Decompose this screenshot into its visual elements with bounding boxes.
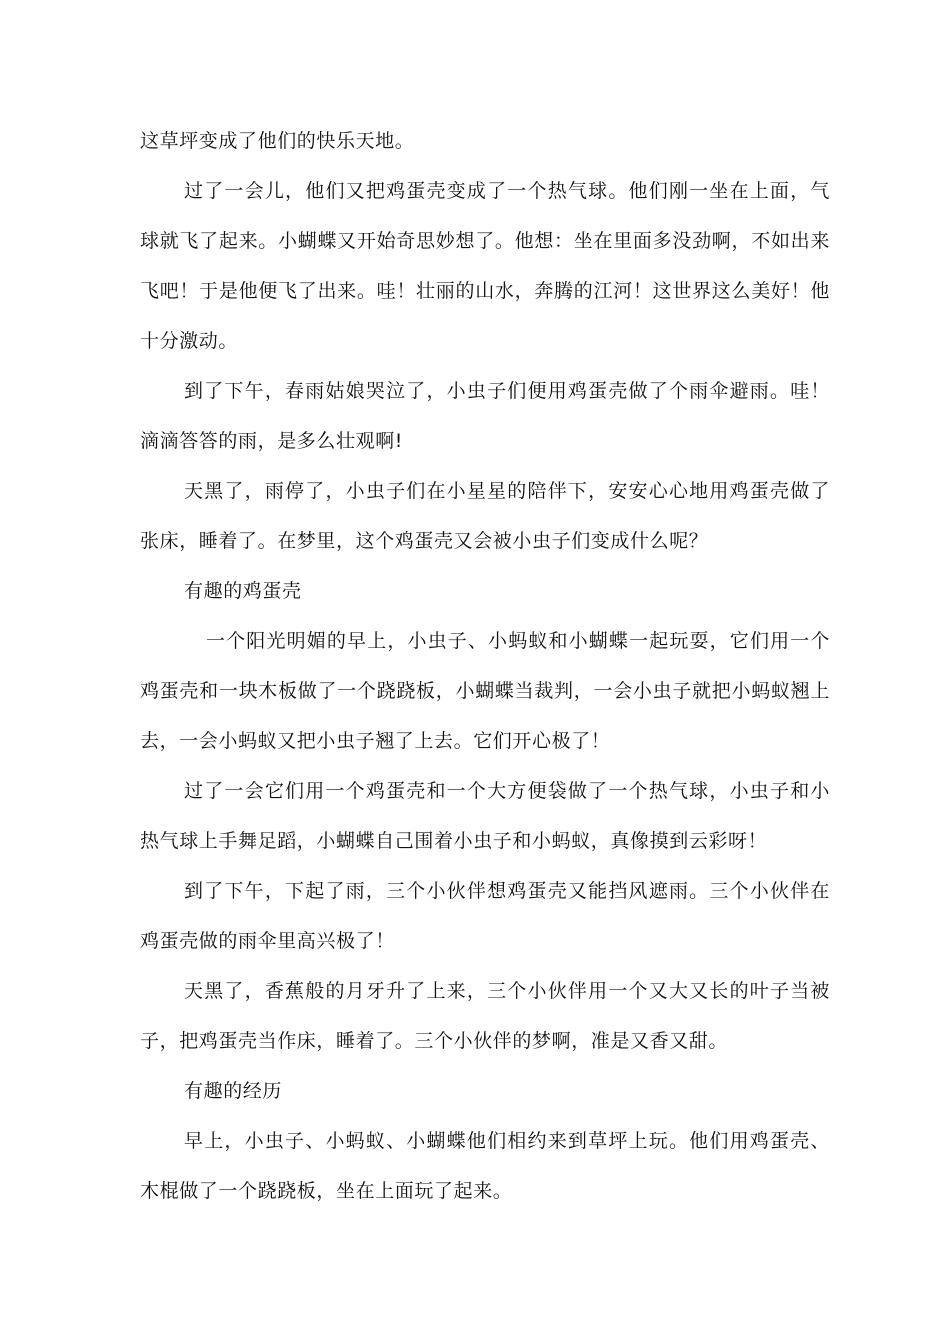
paragraph-6: 过了一会它们用一个鸡蛋壳和一个大方便袋做了一个热气球，小虫子和小热气球上手舞足蹈，小蝴蝶自己围着小虫子和小蚂蚁，真像摸到云彩呀！: [140, 780, 830, 852]
paragraph-2: 过了一会儿，他们又把鸡蛋壳变成了一个热气球。他们刚一坐在上面，气球就飞了起来。小蝴蝶又开始奇思妙想了。他想：坐在里面多没劲啊，不如出来飞吧！于是他便飞了出来。哇！壮丽的山水，奔腾的江河！这世界这么美好！他十分激动。: [140, 180, 830, 352]
paragraph-8: 天黑了，香蕉般的月牙升了上来，三个小伙伴用一个又大又长的叶子当被子，把鸡蛋壳当作床，睡着了。三个小伙伴的梦啊，准是又香又甜。: [140, 980, 830, 1052]
paragraph-4: 天黑了，雨停了，小虫子们在小星星的陪伴下，安安心心地用鸡蛋壳做了张床，睡着了。在梦里，这个鸡蛋壳又会被小虫子们变成什么呢？: [140, 480, 830, 552]
paragraph-1: 这草坪变成了他们的快乐天地。: [140, 130, 415, 152]
section-heading-eggshell: 有趣的鸡蛋壳: [184, 580, 302, 602]
section-heading-experience: 有趣的经历: [184, 1080, 283, 1102]
paragraph-9: 早上，小虫子、小蚂蚁、小蝴蝶他们相约来到草坪上玩。他们用鸡蛋壳、木棍做了一个跷跷板，坐在上面玩了起来。: [140, 1130, 830, 1202]
document-body: [140, 116, 830, 1216]
paragraph-3: 到了下午，春雨姑娘哭泣了，小虫子们便用鸡蛋壳做了个雨伞避雨。哇！滴滴答答的雨，是多么壮观啊!: [140, 380, 830, 452]
paragraph-5: 一个阳光明媚的早上，小虫子、小蚂蚁和小蝴蝶一起玩耍，它们用一个鸡蛋壳和一块木板做了一个跷跷板，小蝴蝶当裁判，一会小虫子就把小蚂蚁翘上去，一会小蚂蚁又把小虫子翘了上去。它们开心极了！: [140, 630, 830, 752]
paragraph-7: 到了下午，下起了雨，三个小伙伴想鸡蛋壳又能挡风遮雨。三个小伙伴在鸡蛋壳做的雨伞里高兴极了！: [140, 880, 830, 952]
